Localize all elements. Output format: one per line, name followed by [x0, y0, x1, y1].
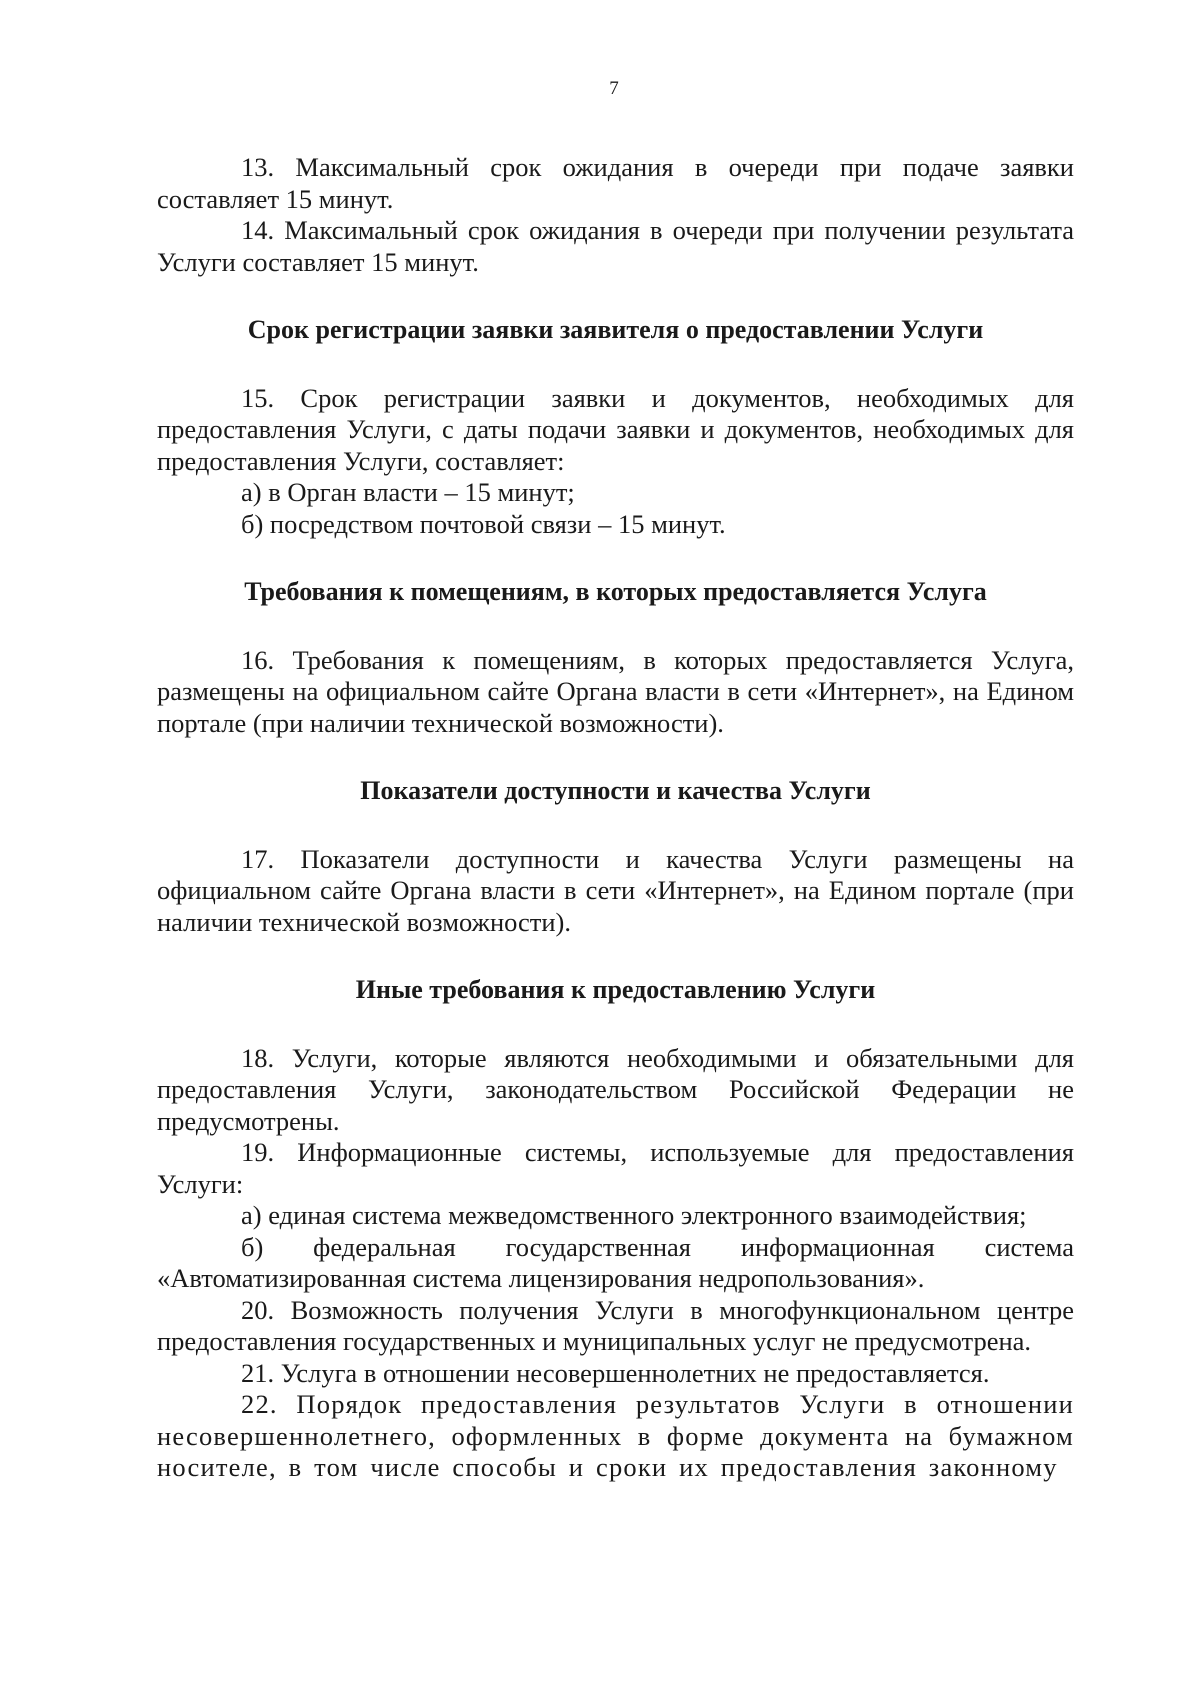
paragraph-19-b: б) федеральная государственная информационная система «Автоматизированная система лицензирования недропользования».: [157, 1231, 1074, 1293]
paragraph-20: 20. Возможность получения Услуги в многофункциональном центре предоставления государственных и муниципальных услуг не предусмотрена.: [157, 1294, 1074, 1356]
heading-quality-indicators: Показатели доступности и качества Услуги: [360, 776, 871, 805]
paragraph-13: 13. Максимальный срок ожидания в очереди при подаче заявки составляет 15 минут.: [157, 152, 1074, 214]
page-number: 7: [609, 78, 619, 99]
heading-premises-requirements: Требования к помещениям, в которых предоставляется Услуга: [244, 577, 987, 606]
paragraph-21: 21. Услуга в отношении несовершеннолетних не предоставляется.: [241, 1357, 990, 1388]
heading-registration-term: Срок регистрации заявки заявителя о предоставлении Услуги: [247, 315, 984, 344]
paragraph-22: 22. Порядок предоставления результатов Услуги в отношении несовершеннолетнего, оформленных в форме документа на бумажном носителе, в том числе способы и сроки их предоставления законному: [157, 1389, 1074, 1482]
paragraph-16: 16. Требования к помещениям, в которых предоставляется Услуга, размещены на официальном сайте Органа власти в сети «Интернет», на Едином портале (при наличии технической возможности).: [157, 644, 1074, 738]
paragraph-19: 19. Информационные системы, используемые для предоставления Услуги:: [157, 1137, 1074, 1199]
heading-other-requirements: Иные требования к предоставлению Услуги: [355, 975, 876, 1004]
paragraph-15: 15. Срок регистрации заявки и документов, необходимых для предоставления Услуги, с даты подачи заявки и документов, необходимых для предоставления Услуги, составляет:: [157, 382, 1074, 476]
paragraph-18: 18. Услуги, которые являются необходимыми и обязательными для предоставления Услуги, законодательством Российской Федерации не предусмотрены.: [157, 1042, 1074, 1136]
paragraph-15-b: б) посредством почтовой связи – 15 минут.: [241, 508, 726, 539]
document-body: [157, 152, 1074, 1484]
paragraph-17: 17. Показатели доступности и качества Услуги размещены на официальном сайте Органа власти в сети «Интернет», на Едином портале (при наличии технической возможности).: [157, 843, 1074, 937]
paragraph-19-a: а) единая система межведомственного электронного взаимодействия;: [241, 1200, 1027, 1230]
paragraph-14: 14. Максимальный срок ожидания в очереди при получении результата Услуги составляет 15 минут.: [157, 215, 1074, 277]
paragraph-15-a: а) в Орган власти – 15 минут;: [241, 477, 575, 507]
